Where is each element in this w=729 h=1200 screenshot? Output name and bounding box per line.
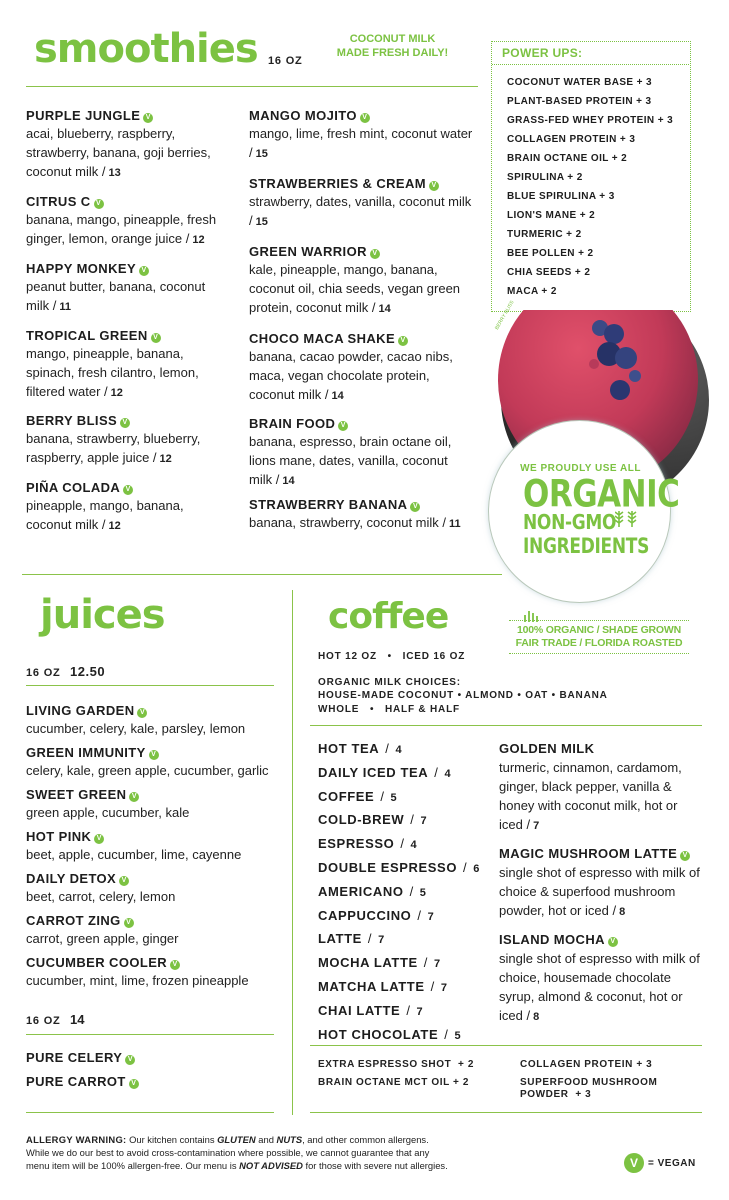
juice-name-text: SWEET GREEN <box>26 787 127 802</box>
coffee-item <box>318 833 480 857</box>
badge-line-1: WE PROUDLY USE ALL <box>520 463 641 474</box>
coffee-price: 7 <box>420 815 428 828</box>
juice-desc: beet, apple, cucumber, lime, cayenne <box>26 847 242 862</box>
smoothie-name-text: STRAWBERRY BANANA <box>249 497 408 512</box>
special-name <box>499 845 704 862</box>
juice-name-text: GREEN IMMUNITY <box>26 745 146 760</box>
smoothie-item <box>26 107 231 183</box>
tagline-line-2: MADE FRESH DAILY! <box>336 47 449 59</box>
coffee-rule-2 <box>310 1045 702 1046</box>
smoothie-desc-text: strawberry, dates, vanilla, coconut milk / <box>249 194 472 228</box>
smoothie-price: 14 <box>331 390 344 402</box>
smoothies-rule <box>26 86 478 87</box>
smoothie-desc-text: banana, espresso, brain octane oil, lions mane, dates, vanilla, coconut milk / <box>249 434 452 487</box>
coffee-tagline <box>509 620 689 654</box>
coffee-item <box>318 905 480 929</box>
allergy-not-advised: NOT ADVISED <box>239 1160 303 1171</box>
coffee-name: LATTE <box>318 931 362 947</box>
smoothie-name-text: GREEN WARRIOR <box>249 244 367 259</box>
juice-desc: celery, kale, green apple, cucumber, garlic <box>26 763 269 778</box>
juice-item <box>26 954 269 989</box>
power-up-item: BLUE SPIRULINA + 3 <box>507 191 615 202</box>
coffee-price: 7 <box>440 981 448 994</box>
smoothie-price: 12 <box>108 520 121 532</box>
vegan-icon: V <box>151 333 161 343</box>
coffee-sizes: HOT 12 OZ • ICED 16 OZ <box>318 651 466 662</box>
coffee-item <box>318 881 480 905</box>
vegan-icon: V <box>624 1153 644 1173</box>
coffee-price: 6 <box>473 862 480 875</box>
smoothie-name <box>26 260 231 277</box>
juices-rule-2 <box>26 1034 274 1035</box>
coffee-sep: / <box>444 1026 449 1042</box>
juice-desc: beet, carrot, celery, lemon <box>26 889 176 904</box>
coffee-specials <box>499 740 704 1036</box>
smoothie-item <box>26 260 231 317</box>
coffee-sep: / <box>430 978 435 994</box>
vegan-icon: V <box>129 792 139 802</box>
special-desc <box>499 949 704 1027</box>
smoothie-name-text: CHOCO MACA SHAKE <box>249 331 396 346</box>
vegan-icon: V <box>143 113 153 123</box>
badge-line-4: INGREDIENTS <box>523 534 650 559</box>
juice-item <box>26 744 269 779</box>
vegan-legend <box>624 1153 696 1173</box>
coffee-price: 7 <box>416 1005 424 1018</box>
smoothies-size: 16 OZ <box>268 55 303 67</box>
vegan-icon: V <box>139 266 149 276</box>
tagline-line-1: COCONUT MILK <box>349 33 436 45</box>
smoothie-price: 15 <box>255 216 268 228</box>
coffee-sep: / <box>406 1002 411 1018</box>
juices-size-2: 16 OZ <box>26 1015 61 1027</box>
milk-title: ORGANIC MILK CHOICES: <box>318 677 461 688</box>
vegan-icon: V <box>119 876 129 886</box>
coffee-price: 4 <box>395 744 403 756</box>
addon-4: SUPERFOOD MUSHROOM POWDER + 3 <box>520 1077 661 1100</box>
smoothie-desc <box>26 344 231 403</box>
coffee-sep: / <box>417 907 422 923</box>
juices-title: juices <box>40 592 165 638</box>
smoothie-item <box>249 330 474 406</box>
smoothie-name-text: PIÑA COLADA <box>26 480 121 495</box>
smoothie-desc-text: banana, strawberry, blueberry, raspberry, apple juice / <box>26 431 201 465</box>
photo-label: BERRY BLISS <box>494 299 516 331</box>
smoothie-name <box>249 107 474 124</box>
smoothie-price: 12 <box>110 387 123 399</box>
smoothie-name <box>26 107 231 124</box>
coffee-price: 7 <box>378 934 385 947</box>
vegan-icon: V <box>398 336 408 346</box>
smoothie-item <box>26 327 231 403</box>
vegan-icon: V <box>170 960 180 970</box>
power-up-item: CHIA SEEDS + 2 <box>507 267 591 278</box>
vegan-icon: V <box>338 421 348 431</box>
coffee-sep: / <box>409 883 414 899</box>
juice-name <box>26 828 269 846</box>
juice-name-text: HOT PINK <box>26 829 92 844</box>
smoothie-name-text: STRAWBERRIES & CREAM <box>249 176 427 191</box>
smoothie-price: 11 <box>59 301 71 313</box>
vegan-icon: V <box>680 851 690 861</box>
power-up-item: COCONUT WATER BASE + 3 <box>507 77 653 88</box>
smoothie-desc <box>249 432 474 491</box>
smoothie-name <box>26 327 231 344</box>
smoothie-desc <box>249 124 474 164</box>
smoothie-desc <box>26 429 231 469</box>
smoothie-desc-text: pineapple, mango, banana, coconut milk / <box>26 498 184 532</box>
coffee-name: ESPRESSO <box>318 836 395 852</box>
smoothie-name-text: HAPPY MONKEY <box>26 261 137 276</box>
coffee-special <box>499 845 704 922</box>
milk-line-1: HOUSE-MADE COCONUT • ALMOND • OAT • BANANA <box>318 690 608 701</box>
coffee-price: 4 <box>410 839 418 852</box>
juices-price: 12.50 <box>70 664 106 679</box>
special-name-text: ISLAND MOCHA <box>499 932 605 947</box>
smoothie-desc-text: mango, pineapple, banana, spinach, fresh cilantro, lemon, filtered water / <box>26 346 199 399</box>
allergy-nuts: NUTS <box>276 1134 303 1145</box>
allergy-line-2: While we do our best to avoid cross-contamination where possible, we cannot guarantee that any <box>26 1147 430 1158</box>
smoothie-name-text: BRAIN FOOD <box>249 416 336 431</box>
power-up-item: GRASS-FED WHEY PROTEIN + 3 <box>507 115 674 126</box>
coffee-list <box>318 738 480 1047</box>
coffee-name: COLD-BREW <box>318 812 405 828</box>
coffee-name: CAPPUCCINO <box>318 907 412 923</box>
smoothies-tagline <box>335 32 450 60</box>
juices-list-2 <box>26 1049 139 1097</box>
special-desc-text: single shot of espresso with milk of choice, housemade chocolate syrup, almond & coconut, hot or iced / <box>499 951 700 1023</box>
special-price: 8 <box>533 1011 540 1023</box>
smoothie-price: 13 <box>108 167 121 179</box>
juices-size-row-2 <box>26 1011 85 1029</box>
special-desc <box>499 758 704 836</box>
smoothie-name <box>249 415 474 432</box>
smoothie-desc <box>249 260 474 319</box>
juice-item <box>26 702 269 737</box>
coffee-sep: / <box>367 931 373 947</box>
power-up-item: PLANT-BASED PROTEIN + 3 <box>507 96 652 107</box>
allergy-text-5: for those with severe nut allergies. <box>302 1160 448 1171</box>
juice-item <box>26 786 269 821</box>
coffee-price: 5 <box>419 886 427 899</box>
smoothie-name-text: CITRUS C <box>26 194 91 209</box>
coffee-name: COFFEE <box>318 788 375 804</box>
coffee-item <box>318 928 480 952</box>
vegan-icon: V <box>120 418 130 428</box>
juice-item <box>26 912 269 947</box>
special-desc-text: single shot of espresso with milk of choice & superfood mushroom powder, hot or iced / <box>499 865 700 918</box>
juice-desc: carrot, green apple, ginger <box>26 931 179 946</box>
juices-size-row <box>26 663 105 681</box>
badge-line-3: NON-GMO <box>523 511 617 535</box>
smoothie-name <box>249 175 474 192</box>
vegan-icon: V <box>94 834 104 844</box>
vegan-icon: V <box>429 181 439 191</box>
vegan-icon: V <box>94 199 104 209</box>
allergy-label: ALLERGY WARNING: <box>26 1134 127 1145</box>
allergy-warning <box>26 1133 496 1172</box>
juice-desc: cucumber, mint, lime, frozen pineapple <box>26 973 249 988</box>
allergy-text-2: and <box>255 1134 277 1145</box>
juice-name-text: CUCUMBER COOLER <box>26 955 168 970</box>
coffee-item <box>318 857 480 881</box>
coffee-tag-2: FAIR TRADE / FLORIDA ROASTED <box>515 637 683 649</box>
juice-desc: green apple, cucumber, kale <box>26 805 190 820</box>
vegan-icon: V <box>608 937 618 947</box>
coffee-name: HOT TEA <box>318 741 380 756</box>
smoothie-price: 12 <box>159 453 172 465</box>
juice-name-text: PURE CARROT <box>26 1074 126 1089</box>
power-up-item: BRAIN OCTANE OIL + 2 <box>507 153 628 164</box>
power-ups-title: POWER UPS: <box>502 46 583 60</box>
organic-badge <box>488 420 680 603</box>
juice-desc: cucumber, celery, kale, parsley, lemon <box>26 721 246 736</box>
juice-name-text: CARROT ZING <box>26 913 121 928</box>
smoothie-price: 11 <box>449 518 461 530</box>
smoothie-desc-text: banana, mango, pineapple, fresh ginger, lemon, orange juice / <box>26 212 217 246</box>
smoothie-desc <box>249 192 474 232</box>
juice-name <box>26 912 269 930</box>
juice-item <box>26 828 269 863</box>
coffee-sep: / <box>410 812 415 828</box>
milk-line-2: WHOLE • HALF & HALF <box>318 704 460 715</box>
smoothie-item <box>249 107 474 164</box>
special-price: 8 <box>619 906 626 918</box>
allergy-gluten: GLUTEN <box>217 1134 256 1145</box>
special-name-text: MAGIC MUSHROOM LATTE <box>499 846 678 861</box>
coffee-sep: / <box>400 836 405 852</box>
special-desc-text: turmeric, cinnamon, cardamom, ginger, black pepper, vanilla & honey with coconut milk, hot or iced / <box>499 760 682 832</box>
smoothie-name <box>26 479 231 496</box>
smoothie-desc-text: peanut butter, banana, coconut milk / <box>26 279 206 313</box>
juices-rule-3 <box>26 1112 274 1113</box>
smoothie-desc <box>26 124 231 183</box>
coffee-price: 4 <box>444 767 452 780</box>
coffee-name: HOT CHOCOLATE <box>318 1026 439 1042</box>
smoothie-price: 14 <box>378 303 391 315</box>
power-ups-list <box>507 73 673 301</box>
smoothie-name <box>26 412 231 429</box>
smoothie-item <box>26 193 231 250</box>
column-divider <box>292 590 293 1115</box>
smoothie-name-text: BERRY BLISS <box>26 413 118 428</box>
vegan-icon: V <box>124 918 134 928</box>
smoothie-item <box>249 415 474 491</box>
coffee-item <box>318 786 480 810</box>
vegan-icon: V <box>370 249 380 259</box>
juice-name <box>26 1049 139 1067</box>
coffee-name: CHAI LATTE <box>318 1002 401 1018</box>
coffee-name: MATCHA LATTE <box>318 978 425 994</box>
vegan-icon: V <box>410 502 420 512</box>
coffee-price: 5 <box>454 1029 462 1042</box>
coffee-sep: / <box>423 955 428 971</box>
allergy-text-3: , and other common allergens. <box>302 1134 429 1145</box>
smoothie-price: 12 <box>192 234 205 246</box>
coffee-item <box>318 952 480 976</box>
smoothie-name <box>249 243 474 260</box>
juices-rule <box>26 685 274 686</box>
smoothie-desc-text: acai, blueberry, raspberry, strawberry, banana, goji berries, coconut milk / <box>26 126 211 179</box>
smoothie-item <box>26 412 231 469</box>
smoothie-name-text: MANGO MOJITO <box>249 108 357 123</box>
vegan-icon: V <box>129 1079 139 1089</box>
power-up-item: MACA + 2 <box>507 286 557 297</box>
allergy-line-3 <box>26 1159 496 1172</box>
vegan-icon: V <box>123 485 133 495</box>
coffee-name: AMERICANO <box>318 883 404 899</box>
power-ups-box <box>491 41 691 312</box>
addon-2: BRAIN OCTANE MCT OIL + 2 <box>318 1077 469 1088</box>
smoothie-item <box>249 243 474 319</box>
smoothies-title: smoothies <box>34 26 258 72</box>
smoothie-name <box>249 496 474 513</box>
coffee-item <box>318 809 480 833</box>
section-rule <box>22 574 502 575</box>
juice-name <box>26 1073 139 1091</box>
juice-name <box>26 954 269 972</box>
power-ups-divider <box>492 64 689 65</box>
coffee-item <box>318 1000 480 1024</box>
vegan-legend-text: = VEGAN <box>648 1157 696 1169</box>
juice-name <box>26 702 269 720</box>
smoothie-desc <box>249 513 474 534</box>
power-up-item: TURMERIC + 2 <box>507 229 582 240</box>
juice-name-text: DAILY DETOX <box>26 871 117 886</box>
coffee-tag-1: 100% ORGANIC / SHADE GROWN <box>517 624 681 636</box>
smoothie-price: 14 <box>282 475 295 487</box>
smoothie-desc <box>26 496 231 536</box>
allergy-text-1: Our kitchen contains <box>126 1134 218 1145</box>
juices-size: 16 OZ <box>26 667 61 679</box>
power-up-item: LION'S MANE + 2 <box>507 210 596 221</box>
addon-3: COLLAGEN PROTEIN + 3 <box>520 1059 653 1070</box>
special-name-text: GOLDEN MILK <box>499 741 595 756</box>
smoothie-item <box>26 479 231 536</box>
smoothie-desc <box>249 347 474 406</box>
smoothie-name <box>249 330 474 347</box>
badge-line-2: ORGANIC <box>523 473 680 517</box>
smoothie-desc-text: banana, strawberry, coconut milk / <box>249 515 447 530</box>
vegan-icon: V <box>360 113 370 123</box>
juices-list <box>26 702 269 996</box>
juice-item <box>26 870 269 905</box>
allergy-line-1 <box>26 1133 496 1146</box>
smoothie-item <box>249 496 474 534</box>
coffee-special <box>499 740 704 836</box>
power-up-item: SPIRULINA + 2 <box>507 172 583 183</box>
smoothie-name <box>26 193 231 210</box>
juice-name <box>26 744 269 762</box>
leaf-icon <box>615 509 641 529</box>
coffee-price: 7 <box>433 958 441 971</box>
coffee-sep: / <box>434 764 439 780</box>
smoothie-item <box>249 175 474 232</box>
smoothie-desc <box>26 210 231 250</box>
coffee-rule <box>310 725 702 726</box>
smoothie-price: 15 <box>255 148 268 160</box>
smoothie-desc <box>26 277 231 317</box>
coffee-item <box>318 976 480 1000</box>
coffee-name: DOUBLE ESPRESSO <box>318 859 458 875</box>
vegan-icon: V <box>137 708 147 718</box>
special-price: 7 <box>533 820 540 832</box>
smoothie-desc-text: kale, pineapple, mango, banana, coconut oil, chia seeds, vegan green protein, coconut milk / <box>249 262 461 315</box>
juice-name-text: LIVING GARDEN <box>26 703 135 718</box>
addon-1: EXTRA ESPRESSO SHOT + 2 <box>318 1059 475 1070</box>
juice-name <box>26 870 269 888</box>
smoothie-desc-text: banana, cacao powder, cacao nibs, maca, vegan chocolate protein, coconut milk / <box>249 349 453 402</box>
coffee-rule-3 <box>310 1112 702 1113</box>
coffee-price: 5 <box>390 791 398 804</box>
coffee-price: 7 <box>427 910 435 923</box>
vegan-icon: V <box>149 750 159 760</box>
smoothie-name-text: TROPICAL GREEN <box>26 328 148 343</box>
allergy-text-4: menu item will be 100% allergen-free. Our menu is <box>26 1160 240 1171</box>
special-desc <box>499 863 704 922</box>
coffee-name: DAILY ICED TEA <box>318 764 429 780</box>
power-up-item: BEE POLLEN + 2 <box>507 248 594 259</box>
coffee-item <box>318 1024 480 1048</box>
coffee-name: MOCHA LATTE <box>318 955 418 971</box>
smoothie-desc-text: mango, lime, fresh mint, coconut water / <box>249 126 473 160</box>
coffee-sep: / <box>380 788 385 804</box>
coffee-item <box>318 762 480 786</box>
power-up-item: COLLAGEN PROTEIN + 3 <box>507 134 636 145</box>
juices-price-2: 14 <box>70 1012 85 1027</box>
coffee-sep: / <box>463 859 468 875</box>
juice-name <box>26 786 269 804</box>
coffee-special <box>499 931 704 1027</box>
coffee-sep: / <box>385 741 390 756</box>
special-name <box>499 740 704 757</box>
smoothie-name-text: PURPLE JUNGLE <box>26 108 141 123</box>
coffee-title: coffee <box>328 596 449 637</box>
juice-name-text: PURE CELERY <box>26 1050 123 1065</box>
vegan-icon: V <box>125 1055 135 1065</box>
coffee-item <box>318 738 480 762</box>
special-name <box>499 931 704 948</box>
